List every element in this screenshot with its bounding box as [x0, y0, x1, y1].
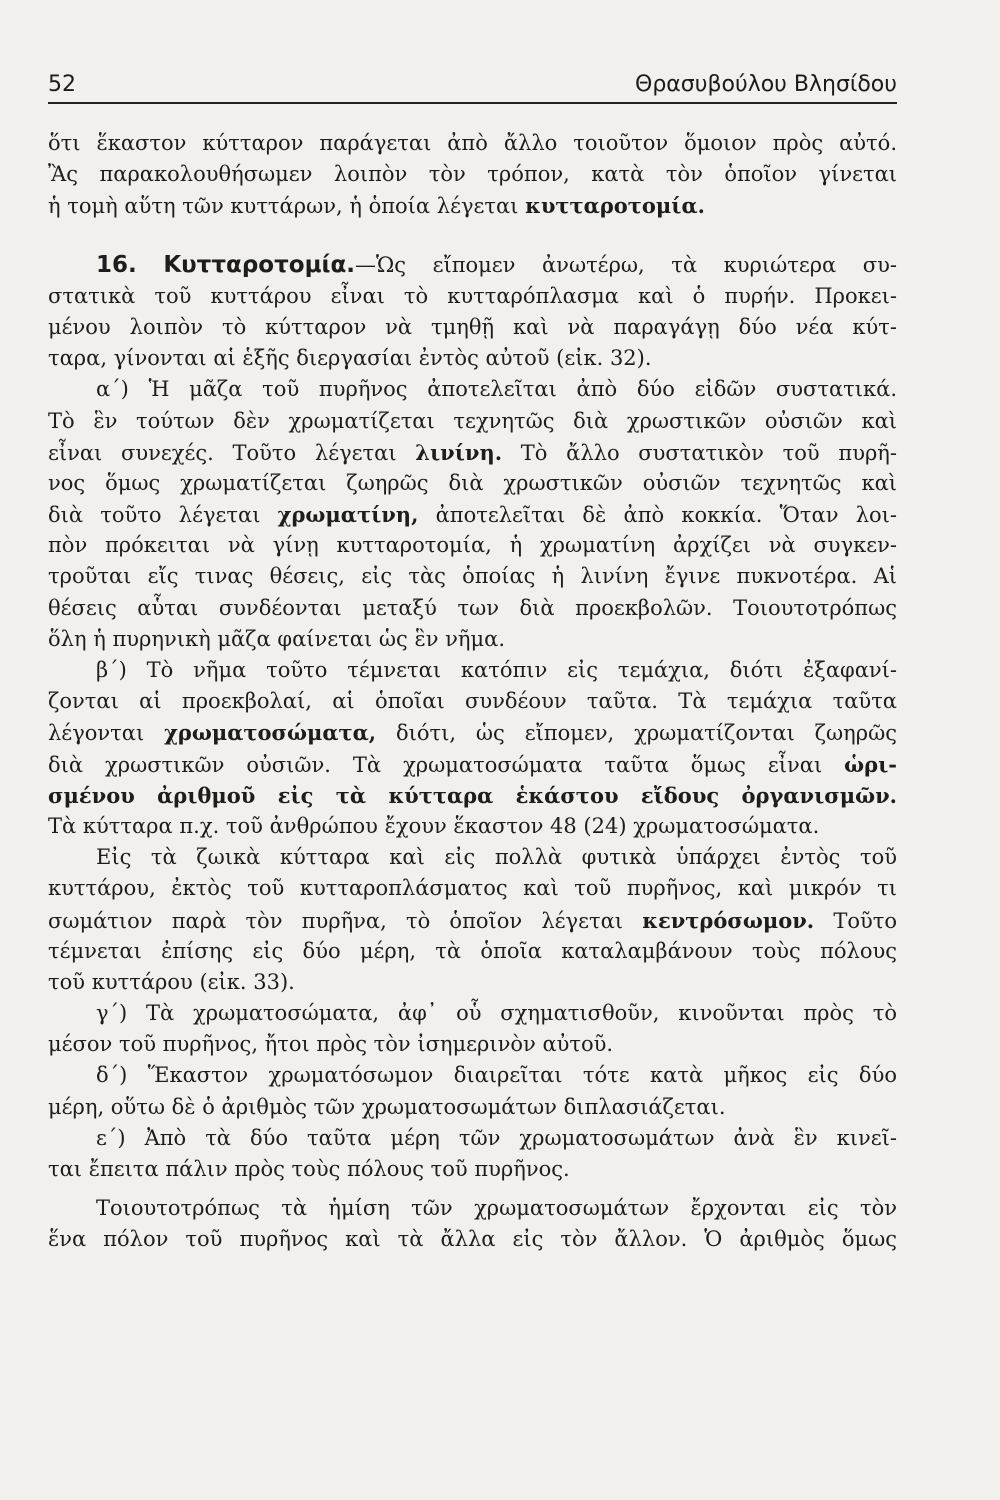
text-line: β΄) Τὸ νῆμα τοῦτο τέμνεται κατόπιν εἰς τεμάχια, διότι ἐξαφανί-	[96, 658, 897, 682]
text-line: τέμνεται ἐπίσης εἰς δύο μέρη, τὰ ὁποῖα καταλαμβάνουν τοὺς πόλους	[48, 938, 897, 963]
key-term: κυτταροτομία.	[525, 193, 705, 219]
text-line: Ἂς παρακολουθήσωμεν λοιπὸν τὸν τρόπον, κατὰ τὸν ὁποῖον γίνεται	[48, 162, 897, 187]
key-term: λινίνη.	[415, 439, 503, 465]
key-term: κεντρόσωμον.	[642, 907, 815, 933]
text-line: δ΄) Ἕκαστον χρωματόσωμον διαιρεῖται τότε κατὰ μῆκος εἰς δύο	[96, 1063, 897, 1088]
text-line: πὸν πρόκειται νὰ γίνῃ κυτταροτομία, ἡ χρωματίνη ἀρχίζει νὰ συγκεν-	[48, 533, 897, 558]
section-title: Κυτταροτομία.	[163, 251, 355, 278]
text-line	[48, 780, 897, 811]
text-line: ται ἔπειτα πάλιν πρὸς τοὺς πόλους τοῦ πυρῆνος.	[48, 1157, 570, 1181]
text-line: Εἰς τὰ ζωικὰ κύτταρα καὶ εἰς πολλὰ φυτικὰ ὑπάρχει ἐντὸς τοῦ	[96, 845, 897, 870]
text-line: θέσεις αὗται συνδέονται μεταξύ των διὰ προεκβολῶν. Τοιουτοτρόπως	[48, 595, 897, 620]
running-title: Θρασυβούλου Βλησίδου	[635, 72, 897, 97]
key-term: ὡρι-	[844, 751, 897, 777]
text-line: μέρη, οὕτω δὲ ὁ ἀριθμὸς τῶν χρωματοσωμάτων διπλασιάζεται.	[48, 1094, 726, 1119]
key-term: σμένου ἀριθμοῦ εἰς τὰ κύτταρα ἑκάστου εἴδους ὀργανισμῶν.	[48, 782, 897, 808]
page-number: 52	[48, 72, 76, 97]
text-line: ἕνα πόλον τοῦ πυρῆνος καὶ τὰ ἄλλα εἰς τὸν ἄλλον. Ὁ ἀριθμὸς ὅμως	[48, 1227, 897, 1252]
text-line: ὅτι ἕκαστον κύτταρον παράγεται ἀπὸ ἄλλο τοιοῦτον ὅμοιον πρὸς αὐτό.	[48, 131, 897, 155]
text-line: τοῦ κυττάρου (εἰκ. 33).	[48, 969, 295, 994]
text-line: ἡ τομὴ αὕτη τῶν κυττάρων, ἡ ὁποία λέγεται κυτταροτομία.	[48, 193, 705, 219]
text-line: διὰ χρωστικῶν οὐσιῶν. Τὰ χρωματοσώματα ταῦτα ὅμως εἶναι ὡρι-	[48, 751, 897, 777]
text-line: μέσον τοῦ πυρῆνος, ἤτοι πρὸς τὸν ἰσημερινὸν αὐτοῦ.	[48, 1032, 614, 1057]
text-line: ε΄) Ἀπὸ τὰ δύο ταῦτα μέρη τῶν χρωματοσωμάτων ἀνὰ ἓν κινεῖ-	[96, 1125, 897, 1150]
text-line: Τὰ κύτταρα π.χ. τοῦ ἀνθρώπου ἔχουν ἕκαστον 48 (24) χρωματοσώματα.	[48, 813, 820, 838]
text-line: Τὸ ἓν τούτων δὲν χρωματίζεται τεχνητῶς διὰ χρωστικῶν οὐσιῶν καὶ	[48, 408, 897, 433]
text-line: Τοιουτοτρόπως τὰ ἡμίση τῶν χρωματοσωμάτων ἔρχονται εἰς τὸν	[96, 1196, 897, 1221]
text-line: κυττάρου, ἐκτὸς τοῦ κυτταροπλάσματος καὶ τοῦ πυρῆνος, καὶ μικρόν τι	[48, 876, 897, 901]
text-line: στατικὰ τοῦ κυττάρου εἶναι τὸ κυτταρόπλασμα καὶ ὁ πυρήν. Προκει-	[48, 283, 897, 308]
text-line: σωμάτιον παρὰ τὸν πυρῆνα, τὸ ὁποῖον λέγεται κεντρόσωμον. Τοῦτο	[48, 907, 897, 933]
text-line: μένου λοιπὸν τὸ κύτταρον νὰ τμηθῇ καὶ νὰ παραγάγῃ δύο νέα κύτ-	[48, 314, 897, 339]
text-line: ὅλη ἡ πυρηνικὴ μᾶζα φαίνεται ὡς ἓν νῆμα.	[48, 626, 506, 651]
key-term: χρωματίνη,	[277, 502, 419, 528]
text-line: ταρα, γίνονται αἱ ἑξῆς διεργασίαι ἐντὸς αὐτοῦ (εἰκ. 32).	[48, 346, 652, 371]
text-line: α΄) Ἡ μᾶζα τοῦ πυρῆνος ἀποτελεῖται ἀπὸ δύο εἰδῶν συστατικά.	[96, 377, 897, 402]
text-line: διὰ τοῦτο λέγεται χρωματίνη, ἀποτελεῖται δὲ ἀπὸ κοκκία. Ὅταν λοι-	[48, 502, 897, 528]
key-term: χρωματοσώματα,	[164, 720, 377, 746]
text-line: λέγονται χρωματοσώματα, διότι, ὡς εἴπομεν, χρωματίζονται ζωηρῶς	[48, 720, 897, 746]
section-number: 16.	[96, 251, 137, 278]
section-heading-line: 16. Κυτταροτομία.—Ὡς εἴπομεν ἀνωτέρω, τὰ κυριώτερα συ-	[96, 251, 897, 278]
text-line: εἶναι συνεχές. Τοῦτο λέγεται λινίνη. Τὸ ἄλλο συστατικὸν τοῦ πυρῆ-	[48, 439, 897, 465]
body-text	[48, 128, 897, 1256]
text-line: νος ὅμως χρωματίζεται ζωηρῶς διὰ χρωστικῶν οὐσιῶν τεχνητῶς καὶ	[48, 470, 897, 495]
text-line: ζονται αἱ προεκβολαί, αἱ ὁποῖαι συνδέουν ταῦτα. Τὰ τεμάχια ταῦτα	[48, 689, 897, 714]
text-line: γ΄) Τὰ χρωματοσώματα, ἀφ᾽ οὗ σχηματισθοῦν, κινοῦνται πρὸς τὸ	[96, 1001, 897, 1026]
text-line: τροῦται εἴς τινας θέσεις, εἰς τὰς ὁποίας ἡ λινίνη ἔγινε πυκνοτέρα. Αἱ	[48, 564, 897, 589]
page-header	[48, 68, 897, 104]
